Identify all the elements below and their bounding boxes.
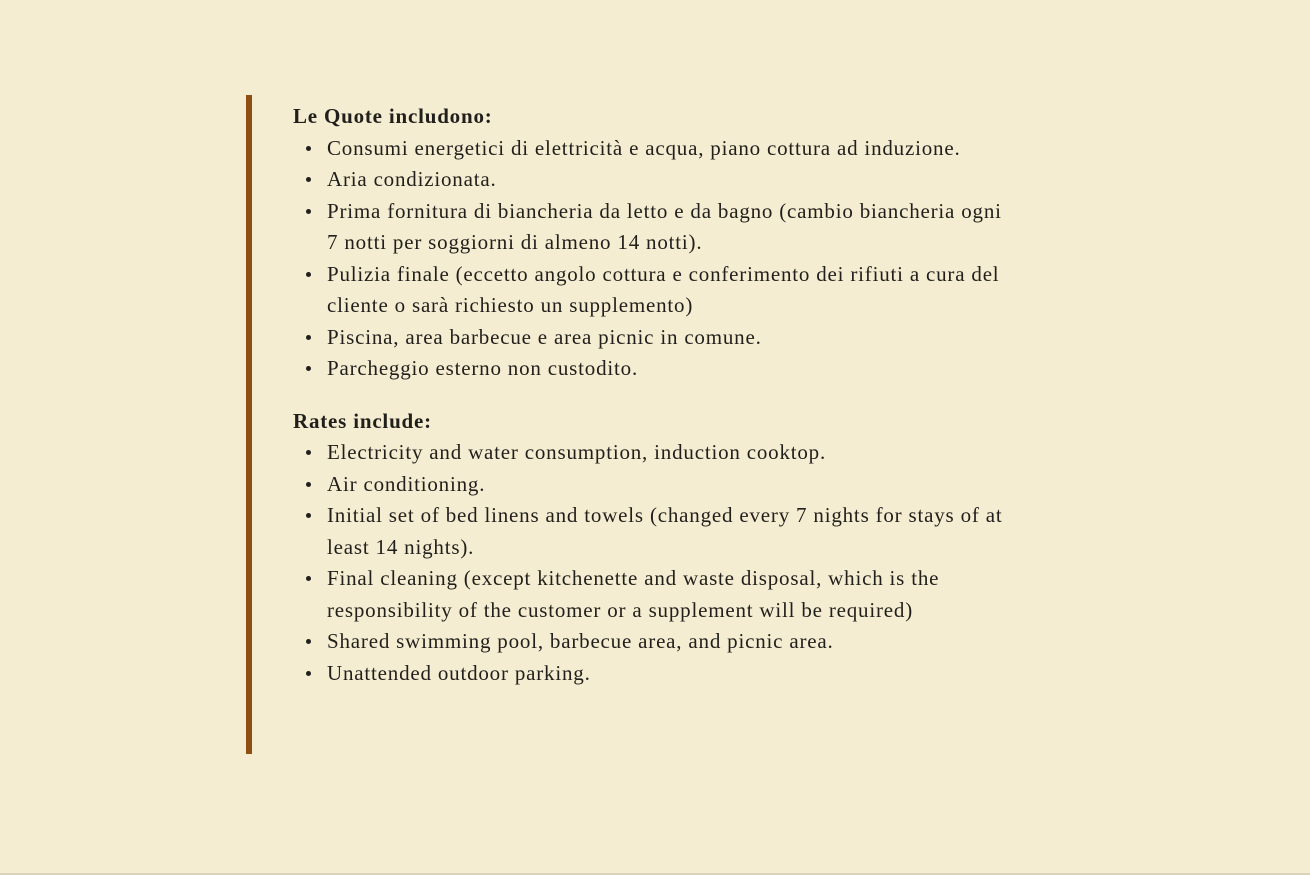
list-item: [293, 437, 1005, 469]
list-item: [293, 322, 1005, 354]
list-english: [293, 437, 1005, 689]
list-italian: [293, 133, 1005, 385]
list-item: [293, 196, 1005, 259]
bullet-icon: [306, 177, 311, 182]
list-item: [293, 353, 1005, 385]
section-english: [293, 406, 1005, 690]
bullet-icon: [306, 366, 311, 371]
bullet-icon: [306, 576, 311, 581]
list-item: [293, 626, 1005, 658]
bullet-icon: [306, 209, 311, 214]
list-item-text: Aria condizionata.: [327, 167, 497, 191]
section-italian: [293, 101, 1005, 385]
list-item: [293, 500, 1005, 563]
list-item: [293, 563, 1005, 626]
list-item-text: Prima fornitura di biancheria da letto e da bagno (cambio biancheria ogni 7 notti per soggiorni di almeno 14 notti).: [327, 198, 1002, 254]
list-item: [293, 164, 1005, 196]
bullet-icon: [306, 513, 311, 518]
rates-content: [293, 101, 1005, 689]
bullet-icon: [306, 450, 311, 455]
list-item: [293, 658, 1005, 690]
list-item-text: Parcheggio esterno non custodito.: [327, 356, 639, 380]
list-item-text: Air conditioning.: [327, 471, 486, 496]
bullet-icon: [306, 146, 311, 151]
bullet-icon: [306, 639, 311, 644]
list-item-text: Unattended outdoor parking.: [327, 660, 591, 685]
left-accent-bar: [246, 95, 252, 754]
list-item-text: Consumi energetici di elettricità e acqua, piano cottura ad induzione.: [327, 135, 961, 160]
list-item: [293, 133, 1005, 165]
list-item-text: Pulizia finale (eccetto angolo cottura e conferimento dei rifiuti a cura del cliente o sarà richiesto un supplemento): [327, 261, 1000, 317]
list-item-text: Final cleaning (except kitchenette and waste disposal, which is the responsibility of the customer or a supplement will be required): [327, 566, 940, 622]
list-item: [293, 469, 1005, 501]
list-item-text: Initial set of bed linens and towels (changed every 7 nights for stays of at least 14 nights).: [327, 503, 1003, 559]
list-item-text: Electricity and water consumption, induction cooktop.: [327, 440, 827, 464]
bullet-icon: [306, 335, 311, 340]
list-item-text: Piscina, area barbecue e area picnic in comune.: [327, 324, 762, 349]
bullet-icon: [306, 482, 311, 487]
list-item-text: Shared swimming pool, barbecue area, and picnic area.: [327, 629, 834, 653]
bullet-icon: [306, 671, 311, 676]
section-heading-italian: Le Quote includono:: [293, 104, 493, 128]
list-item: [293, 259, 1005, 322]
bullet-icon: [306, 272, 311, 277]
section-heading-english: Rates include:: [293, 408, 432, 433]
